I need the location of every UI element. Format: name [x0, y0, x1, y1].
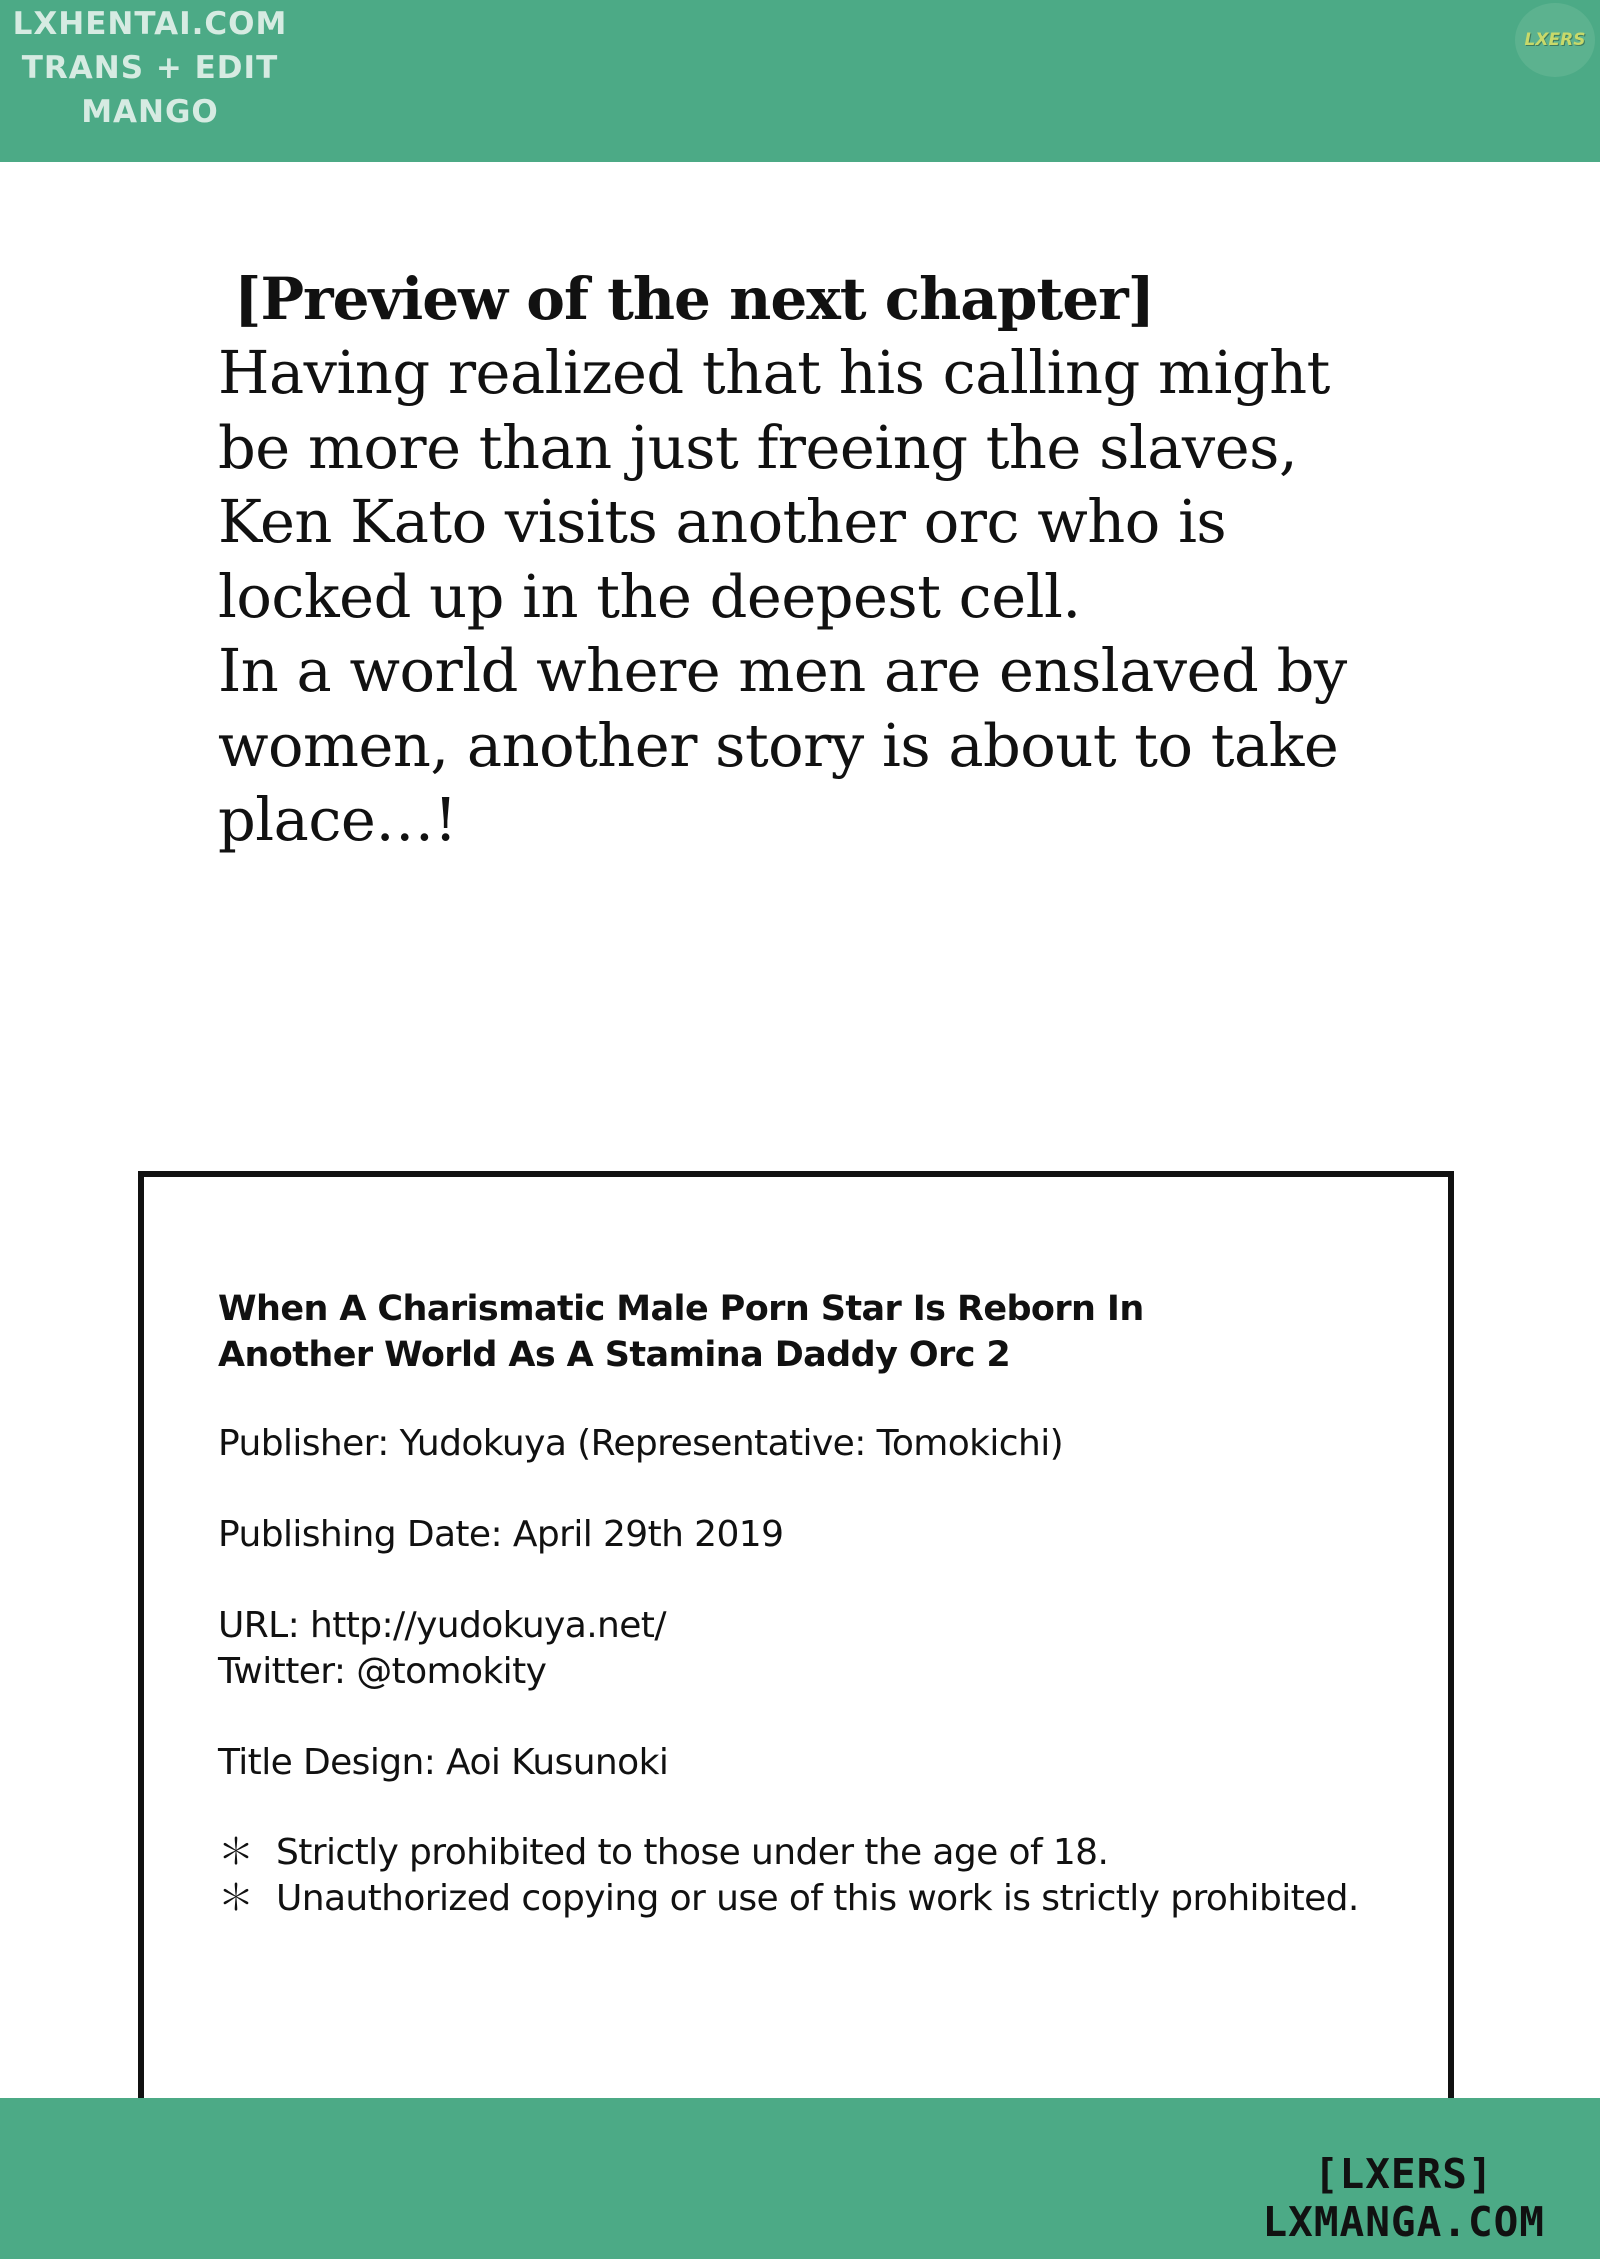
book-title-line: Another World As A Stamina Daddy Orc 2 [218, 1335, 1011, 1375]
scanlation-credits [0, 2, 300, 134]
footer-group-name: [LXERS] [1313, 2150, 1494, 2198]
age-notice-text: Strictly prohibited to those under the age of 18. [276, 1832, 1109, 1873]
asterisk-icon: ＊ [218, 1832, 254, 1873]
title-design-line: Title Design: Aoi Kusunoki [218, 1742, 669, 1783]
preview-line: be more than just freeing the slaves, [218, 412, 1298, 482]
footer-brand [1262, 2150, 1545, 2246]
preview-line: place…! [218, 785, 457, 854]
age-notice [218, 1830, 1108, 1876]
twitter-line: Twitter: @tomokity [218, 1651, 547, 1692]
lxers-logo-text: LXERS [1524, 30, 1586, 50]
credit-name: MANGO [81, 94, 219, 130]
copy-notice-text: Unauthorized copying or use of this work is strictly prohibited. [276, 1878, 1359, 1919]
footer-site: LXMANGA.COM [1262, 2198, 1545, 2246]
asterisk-icon: ＊ [218, 1878, 254, 1919]
copy-notice [218, 1876, 1359, 1922]
book-title-line: When A Charismatic Male Porn Star Is Reborn In [218, 1289, 1144, 1329]
url-line: URL: http://yudokuya.net/ [218, 1605, 666, 1646]
preview-line: In a world where men are enslaved by [218, 636, 1347, 705]
credit-site: LXHENTAI.COM [12, 6, 288, 42]
lxers-logo [1515, 3, 1595, 77]
preview-line: locked up in the deepest cell. [218, 561, 1081, 631]
publisher-line: Publisher: Yudokuya (Representative: Tomokichi) [218, 1423, 1064, 1464]
credit-role: TRANS + EDIT [21, 50, 279, 86]
book-title [218, 1286, 1144, 1378]
preview-line: women, another story is about to take [218, 710, 1339, 780]
next-chapter-preview [218, 262, 1418, 858]
preview-heading: [Preview of the next chapter] [234, 265, 1155, 333]
preview-line: Having realized that his calling might [218, 338, 1330, 407]
publishing-date-line: Publishing Date: April 29th 2019 [218, 1514, 784, 1555]
preview-line: Ken Kato visits another orc who is [218, 487, 1227, 556]
